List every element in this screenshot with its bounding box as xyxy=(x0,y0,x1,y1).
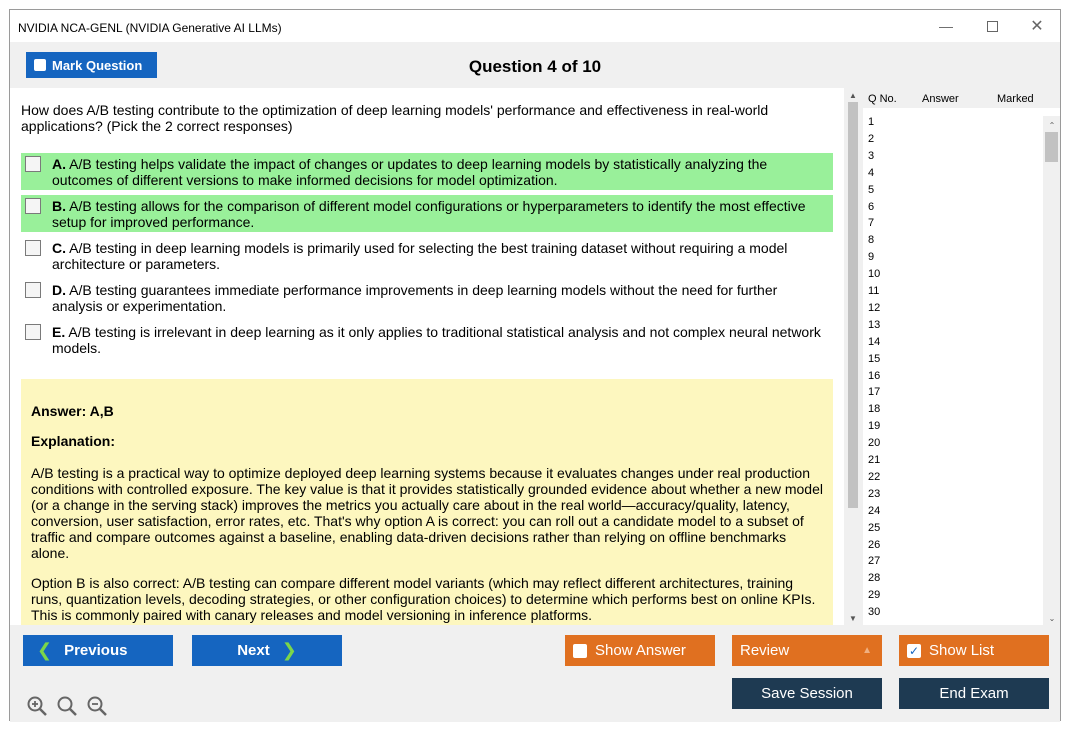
question-header xyxy=(10,42,1060,88)
zoom-in-icon[interactable] xyxy=(26,695,48,717)
question-list-row[interactable]: 23 xyxy=(868,487,881,500)
review-label: Review xyxy=(740,642,790,659)
question-list-row[interactable]: 19 xyxy=(868,420,881,433)
show-list-button[interactable] xyxy=(899,635,1049,666)
save-session-button[interactable] xyxy=(732,678,882,709)
question-list-row[interactable]: 30 xyxy=(868,606,881,619)
question-list-row[interactable]: 7 xyxy=(868,217,875,230)
question-list-row[interactable]: 18 xyxy=(868,403,881,416)
question-list-row[interactable]: 4 xyxy=(868,166,875,179)
app-window xyxy=(9,9,1061,721)
question-list-scrollbar[interactable] xyxy=(1043,116,1060,625)
list-scroll-down-icon[interactable]: ⌄ xyxy=(1048,613,1056,623)
question-list-row[interactable]: 29 xyxy=(868,589,881,602)
maximize-icon xyxy=(987,21,998,32)
question-list-row[interactable]: 3 xyxy=(868,149,875,162)
question-list-row[interactable]: 10 xyxy=(868,268,881,281)
footer-bar xyxy=(10,625,1060,722)
question-list-row[interactable]: 9 xyxy=(868,251,875,264)
question-list-row[interactable]: 22 xyxy=(868,470,881,483)
question-list-header xyxy=(863,88,1060,108)
option-a-checkbox[interactable] xyxy=(25,156,41,172)
scrollbar-thumb[interactable] xyxy=(848,102,858,508)
chevron-left-icon: ❮ xyxy=(37,640,53,660)
option-c-checkbox[interactable] xyxy=(25,240,41,256)
question-list-row[interactable]: 6 xyxy=(868,200,875,213)
content-scrollbar[interactable] xyxy=(844,88,862,625)
list-scrollbar-thumb[interactable] xyxy=(1045,132,1058,162)
col-marked: Marked xyxy=(997,93,1034,105)
previous-label: Previous xyxy=(64,642,128,659)
next-button[interactable] xyxy=(192,635,342,666)
question-list-row[interactable]: 15 xyxy=(868,352,881,365)
review-dropdown[interactable] xyxy=(732,635,882,666)
show-answer-checkbox xyxy=(573,644,587,658)
question-list-row[interactable]: 16 xyxy=(868,369,881,382)
question-list-row[interactable]: 24 xyxy=(868,504,881,517)
option-e[interactable] xyxy=(21,321,833,358)
previous-button[interactable] xyxy=(23,635,173,666)
dropdown-arrow-icon: ▲ xyxy=(862,645,872,656)
question-list-row[interactable]: 21 xyxy=(868,454,881,466)
option-b[interactable] xyxy=(21,195,833,232)
question-list-row[interactable]: 27 xyxy=(868,555,881,568)
question-list-row[interactable]: 8 xyxy=(868,234,875,247)
scroll-down-icon[interactable]: ▼ xyxy=(849,613,857,623)
option-d-checkbox[interactable] xyxy=(25,282,41,298)
question-list-row[interactable]: 1 xyxy=(868,116,875,128)
scroll-up-icon[interactable]: ▲ xyxy=(849,90,857,100)
close-icon: ✕ xyxy=(1030,18,1044,35)
question-list-row[interactable]: 2 xyxy=(868,132,875,145)
window-title: NVIDIA NCA-GENL (NVIDIA Generative AI LLMs) xyxy=(18,21,282,35)
checkmark-icon: ✓ xyxy=(908,643,920,658)
save-session-label: Save Session xyxy=(761,685,853,702)
option-a[interactable] xyxy=(21,153,833,190)
show-answer-label: Show Answer xyxy=(595,642,686,659)
question-counter: Question 4 of 10 xyxy=(468,57,602,76)
zoom-reset-icon[interactable] xyxy=(56,695,78,717)
question-list-row[interactable]: 25 xyxy=(868,521,881,534)
explanation-paragraph: A/B testing is a practical way to optimize deployed deep learning systems because it evaluates changes under real production conditions with controlled exposure. The key value is that it provides statistically grounded evidence about whether a new model (or a change in the serving stack) improves the metrics you actually care about in the real world—accuracy/quality, latency, conversion, user satisfaction, error rates, etc. That's why option A is correct: you can roll out a candidate model to a subset of traffic and compare outcomes against a baseline, enabling data-driven decisions rather than relying on offline benchmarks alone. xyxy=(31,465,823,561)
chevron-right-icon: ❯ xyxy=(281,640,297,660)
close-button[interactable] xyxy=(1014,14,1060,38)
question-list-row[interactable]: 12 xyxy=(868,301,881,314)
question-text: How does A/B testing contribute to the optimization of deep learning models' performance and effectiveness in real-world applications? (Pick the 2 correct responses) xyxy=(21,102,769,134)
mark-question-label: Mark Question xyxy=(52,57,143,73)
title-bar xyxy=(10,10,1060,42)
option-c-text: C. A/B testing in deep learning models is primarily used for selecting the best training dataset without requiring a model architecture or parameters. xyxy=(52,240,788,272)
option-d[interactable] xyxy=(21,279,833,316)
question-list-row[interactable]: 20 xyxy=(868,437,881,450)
question-list-panel xyxy=(863,88,1060,625)
col-answer: Answer xyxy=(922,93,959,105)
option-e-text: E. A/B testing is irrelevant in deep learning as it only applies to traditional statistical analysis and not complex neural network models. xyxy=(52,324,821,356)
question-list-row[interactable]: 26 xyxy=(868,538,881,551)
list-scroll-up-icon[interactable]: ⌃ xyxy=(1048,120,1056,130)
option-a-text: A. A/B testing helps validate the impact of changes or updates to deep learning models by statistically analyzing the outcomes of different versions to make informed decisions for model optimization. xyxy=(52,156,768,188)
option-e-checkbox[interactable] xyxy=(25,324,41,340)
zoom-out-icon[interactable] xyxy=(86,695,108,717)
explanation-label: Explanation: xyxy=(31,433,116,449)
explanation-paragraph: Option B is also correct: A/B testing can compare different model variants (which may reflect different architectures, training runs, quantization levels, decoding strategies, or other configuration choices) to determine which performs best on online KPIs. This is commonly paired with canary releases and model versioning in inference platforms. xyxy=(31,575,816,623)
question-list-row[interactable]: 28 xyxy=(868,572,881,585)
maximize-button[interactable] xyxy=(969,14,1015,38)
option-b-text: B. A/B testing allows for the comparison of different model configurations or hyperparameters to identify the most effective setup for improved performance. xyxy=(52,198,806,230)
option-d-text: D. A/B testing guarantees immediate performance improvements in deep learning models without the need for further analysis or experimentation. xyxy=(52,282,778,314)
question-list-row[interactable]: 13 xyxy=(868,318,881,331)
show-list-label: Show List xyxy=(929,642,995,659)
question-list-row[interactable]: 17 xyxy=(868,386,881,399)
minimize-icon: — xyxy=(939,18,953,34)
end-exam-label: End Exam xyxy=(939,685,1009,702)
end-exam-button[interactable] xyxy=(899,678,1049,709)
explanation-box xyxy=(21,379,833,625)
question-list-row[interactable]: 5 xyxy=(868,183,875,196)
minimize-button[interactable] xyxy=(923,14,969,38)
question-list-row[interactable]: 14 xyxy=(868,335,881,348)
show-answer-button[interactable] xyxy=(565,635,715,666)
answer-line: Answer: A,B xyxy=(31,403,114,419)
question-list-row[interactable]: 11 xyxy=(868,285,880,297)
col-qno: Q No. xyxy=(868,93,897,105)
option-c[interactable] xyxy=(21,237,833,274)
option-b-checkbox[interactable] xyxy=(25,198,41,214)
question-panel xyxy=(10,88,844,625)
next-label: Next xyxy=(237,642,270,659)
